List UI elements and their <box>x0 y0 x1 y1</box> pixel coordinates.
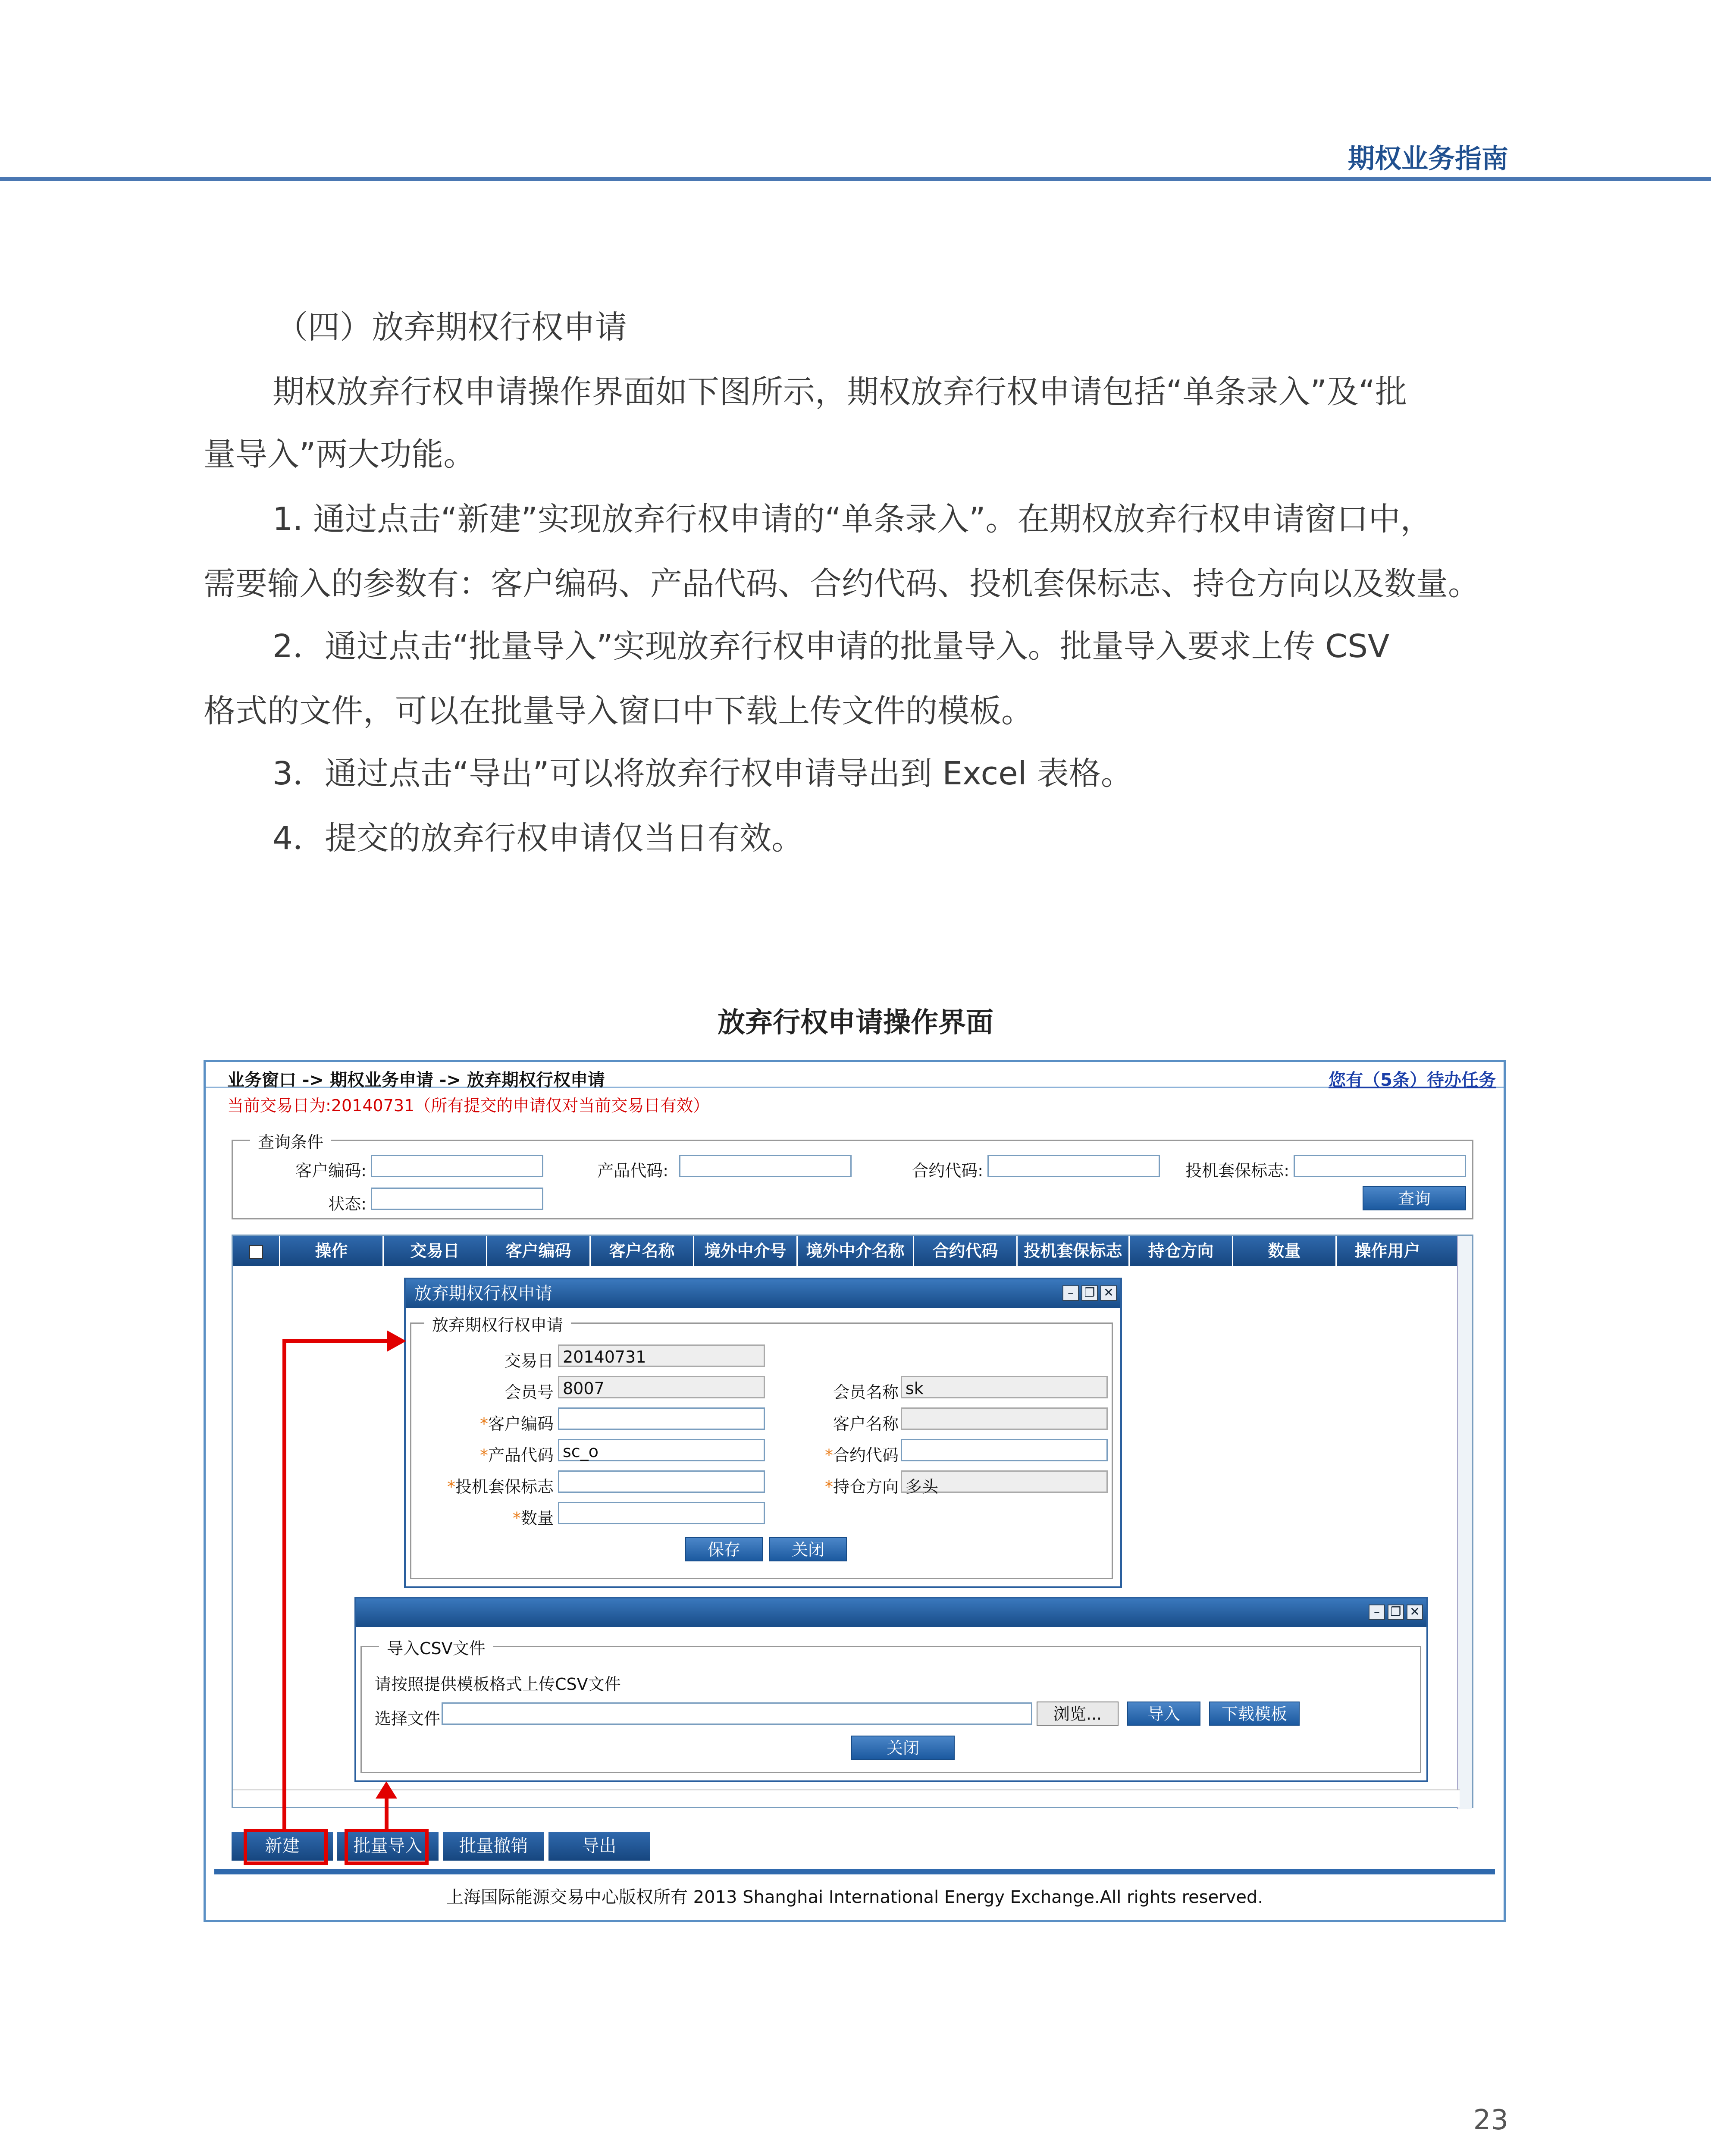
batch-import-button[interactable]: 批量导入 <box>337 1832 439 1861</box>
item-1-line-2: 需要输入的参数有：客户编码、产品代码、合约代码、投机套保标志、持仓方向以及数量。 <box>204 565 1480 602</box>
member-no-field: 8007 <box>558 1376 765 1398</box>
breadcrumb-bar <box>206 1062 1504 1088</box>
copyright-footer: 上海国际能源交易中心版权所有 2013 Shanghai International Energy Exchange.All rights reserved. <box>446 1887 1263 1907</box>
apply-dialog <box>404 1278 1122 1588</box>
minimize-icon[interactable]: – <box>1062 1285 1079 1301</box>
select-all-checkbox-cell[interactable] <box>233 1236 280 1266</box>
customer-name-label: 客户名称 <box>833 1414 899 1433</box>
restore-icon[interactable]: ❐ <box>1388 1604 1404 1620</box>
close-icon[interactable]: ✕ <box>1100 1285 1117 1301</box>
item-2-line-1: 2．通过点击“批量导入”实现放弃行权申请的批量导入。批量导入要求上传 CSV <box>273 628 1390 665</box>
required-mark: * <box>479 1446 488 1465</box>
quantity-input[interactable] <box>558 1502 765 1524</box>
position-direction-field: 多头 <box>901 1470 1108 1493</box>
restore-icon[interactable]: ❐ <box>1081 1285 1098 1301</box>
trade-date-field: 20140731 <box>558 1344 765 1367</box>
column-header: 交易日 <box>384 1236 487 1266</box>
figure-caption: 放弃行权申请操作界面 <box>718 1007 993 1039</box>
new-button-highlight <box>244 1829 328 1865</box>
choose-file-label: 选择文件 <box>375 1709 441 1728</box>
search-button[interactable]: 查询 <box>1363 1186 1466 1210</box>
apply-form-legend: 放弃期权行权申请 <box>424 1312 571 1335</box>
status-label: 状态: <box>328 1194 367 1213</box>
pending-tasks-link[interactable]: 您有（5条）待办任务 <box>1329 1070 1496 1090</box>
required-mark: * <box>824 1477 833 1496</box>
arrow-head-up-icon <box>376 1781 397 1799</box>
save-button[interactable]: 保存 <box>685 1537 763 1561</box>
product-code-input[interactable]: sc_o <box>558 1439 765 1461</box>
column-header: 持仓方向 <box>1130 1236 1233 1266</box>
running-header-title: 期权业务指南 <box>1347 143 1508 174</box>
section-title: （四）放弃期权行权申请 <box>276 309 627 346</box>
quantity-label <box>454 1505 554 1529</box>
header-rule <box>0 177 1711 181</box>
contract-code-label <box>791 1442 899 1466</box>
item-4: 4．提交的放弃行权申请仅当日有效。 <box>273 820 804 857</box>
column-header: 数量 <box>1233 1236 1337 1266</box>
customer-code-label <box>454 1410 554 1434</box>
status-input[interactable] <box>371 1188 543 1210</box>
import-dialog-title <box>356 1598 1426 1627</box>
contract-code-label: 合约代码: <box>912 1161 983 1180</box>
hedge-flag-label <box>437 1473 554 1497</box>
close-dialog-button[interactable]: 关闭 <box>769 1537 847 1561</box>
quantity-label-text: 数量 <box>520 1509 554 1528</box>
hedge-flag-select[interactable] <box>558 1470 765 1493</box>
apply-dialog-title: 放弃期权行权申请 <box>406 1279 1120 1308</box>
contract-code-label-text: 合约代码 <box>833 1446 899 1465</box>
apply-form <box>410 1316 1113 1579</box>
browse-button[interactable]: 浏览... <box>1037 1702 1119 1726</box>
close-import-button[interactable]: 关闭 <box>851 1736 955 1760</box>
arrow-new-vertical <box>282 1339 286 1830</box>
close-icon[interactable]: ✕ <box>1407 1604 1423 1620</box>
download-template-button[interactable]: 下载模板 <box>1209 1702 1300 1726</box>
query-legend: 查询条件 <box>250 1129 331 1153</box>
hedge-flag-input[interactable] <box>1294 1155 1466 1177</box>
hedge-flag-label: 投机套保标志: <box>1185 1161 1289 1180</box>
column-header: 境外中介名称 <box>798 1236 914 1266</box>
arrow-head-right-icon <box>387 1330 406 1352</box>
column-header: 合约代码 <box>914 1236 1018 1266</box>
footer-bar <box>214 1869 1495 1874</box>
paragraph-1-line-2: 量导入”两大功能。 <box>204 436 476 473</box>
app-screenshot <box>204 1060 1506 1922</box>
required-mark: * <box>479 1414 488 1433</box>
hedge-flag-label-text: 投机套保标志 <box>455 1477 554 1496</box>
required-mark: * <box>512 1509 521 1528</box>
customer-code-label: 客户编码: <box>295 1161 367 1180</box>
new-button[interactable]: 新建 <box>232 1832 333 1861</box>
horizontal-scrollbar[interactable] <box>233 1789 1460 1807</box>
import-button[interactable]: 导入 <box>1127 1702 1200 1726</box>
customer-code-input[interactable] <box>558 1407 765 1430</box>
column-header: 境外中介号 <box>694 1236 798 1266</box>
customer-name-field <box>901 1407 1108 1430</box>
contract-code-input[interactable] <box>987 1155 1160 1177</box>
customer-code-label-text: 客户编码 <box>488 1414 554 1433</box>
item-2-line-2: 格式的文件，可以在批量导入窗口中下载上传文件的模板。 <box>204 693 1033 730</box>
trade-date-label: 交易日 <box>504 1351 554 1370</box>
product-code-label: 产品代码: <box>597 1161 668 1180</box>
window-controls <box>1062 1285 1117 1301</box>
window-controls <box>1369 1604 1423 1620</box>
arrow-new-horizontal <box>282 1339 392 1343</box>
product-code-label <box>454 1442 554 1466</box>
required-mark: * <box>447 1477 455 1496</box>
import-form-legend: 导入CSV文件 <box>379 1635 493 1659</box>
batch-import-highlight <box>345 1829 429 1865</box>
page-number: 23 <box>1473 2104 1508 2136</box>
position-direction-label-text: 持仓方向 <box>833 1477 899 1496</box>
contract-code-input[interactable] <box>901 1439 1108 1461</box>
member-no-label: 会员号 <box>504 1383 554 1402</box>
export-button[interactable]: 导出 <box>548 1832 650 1861</box>
customer-code-input[interactable] <box>371 1155 543 1177</box>
column-header: 投机套保标志 <box>1018 1236 1130 1266</box>
batch-revoke-button[interactable]: 批量撤销 <box>443 1832 544 1861</box>
product-code-label-text: 产品代码 <box>488 1446 554 1465</box>
column-header: 操作用户 <box>1354 1241 1420 1260</box>
trade-date-notice: 当前交易日为:20140731（所有提交的申请仅对当前交易日有效） <box>227 1096 710 1115</box>
import-instruction: 请按照提供模板格式上传CSV文件 <box>375 1675 621 1694</box>
position-direction-label <box>791 1473 899 1497</box>
item-3: 3．通过点击“导出”可以将放弃行权申请导出到 Excel 表格。 <box>273 755 1133 792</box>
breadcrumb: 业务窗口 -> 期权业务申请 -> 放弃期权行权申请 <box>227 1070 605 1090</box>
import-form <box>360 1639 1421 1773</box>
grid-header <box>233 1236 1460 1266</box>
column-header: 客户编码 <box>487 1236 591 1266</box>
required-mark: * <box>824 1446 833 1465</box>
arrow-import-vertical <box>385 1795 389 1830</box>
column-header: 操作 <box>280 1236 384 1266</box>
query-panel <box>232 1133 1473 1219</box>
member-name-label: 会员名称 <box>833 1383 899 1402</box>
vertical-scrollbar[interactable] <box>1457 1236 1472 1809</box>
minimize-icon[interactable]: – <box>1369 1604 1385 1620</box>
product-code-input[interactable] <box>679 1155 852 1177</box>
import-dialog <box>354 1597 1428 1782</box>
paragraph-1-line-1: 期权放弃行权申请操作界面如下图所示，期权放弃行权申请包括“单条录入”及“批 <box>273 373 1407 411</box>
member-name-field: sk <box>901 1376 1108 1398</box>
file-path-input[interactable] <box>442 1702 1032 1725</box>
select-all-checkbox[interactable] <box>249 1245 263 1259</box>
column-header: 客户名称 <box>591 1236 694 1266</box>
item-1-line-1: 1. 通过点击“新建”实现放弃行权申请的“单条录入”。在期权放弃行权申请窗口中， <box>273 501 1432 538</box>
